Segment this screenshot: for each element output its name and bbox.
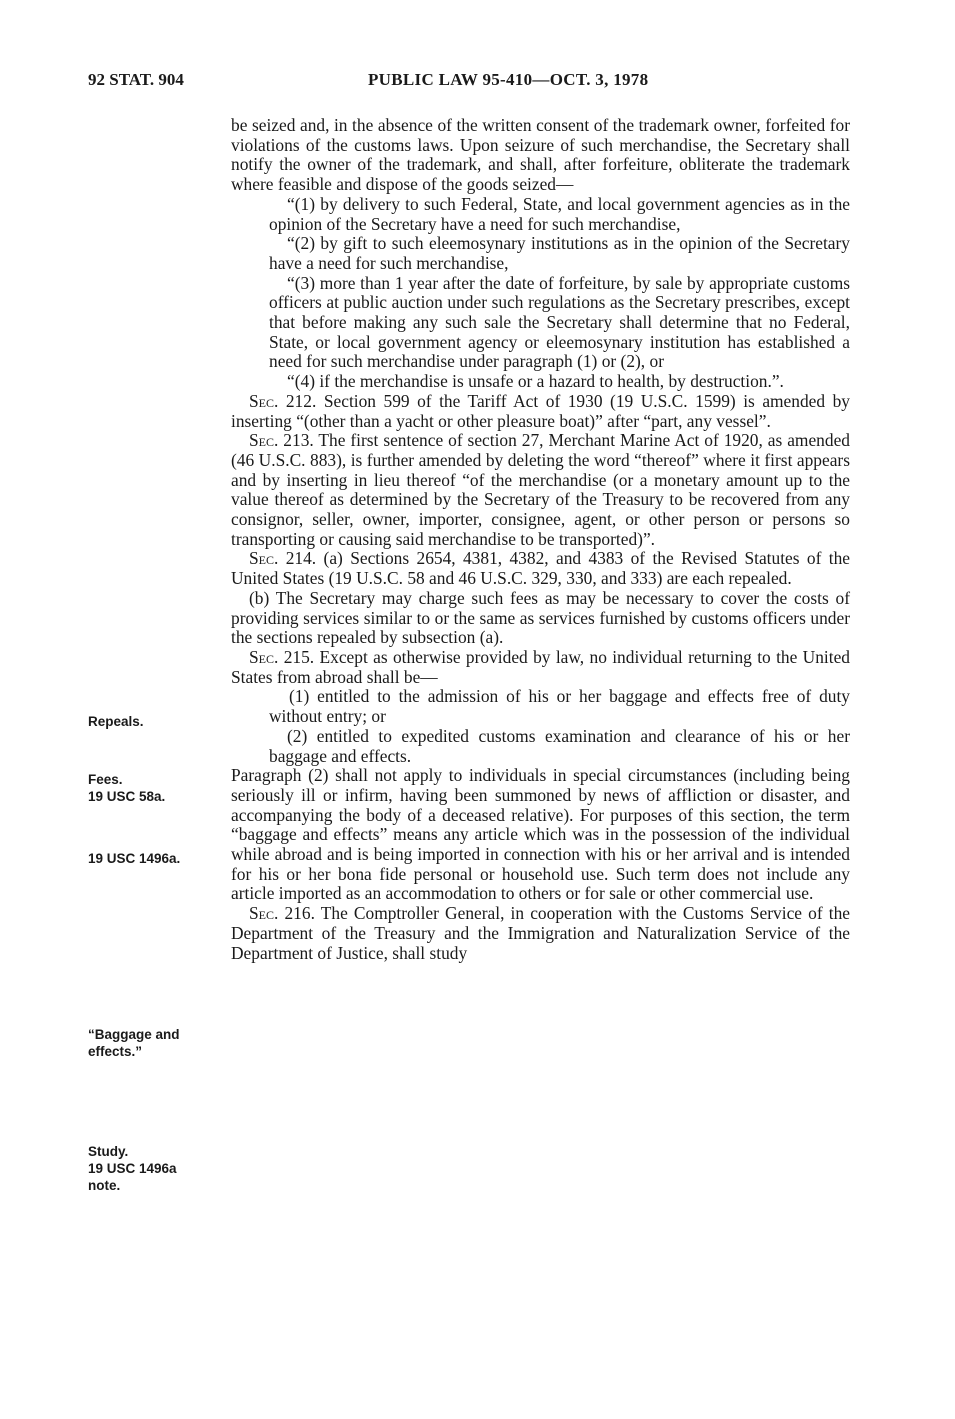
section-214b: (b) The Secretary may charge such fees as may be necessary to cover the costs of providing services similar to or the same as services furnished by customs officers under the sections repealed by subsection (a). (231, 587, 850, 648)
fees-citation: 19 USC 58a. (88, 789, 166, 804)
study-label: Study. (88, 1144, 129, 1159)
section-215 (231, 648, 850, 687)
item-4: “(4) if the merchandise is unsafe or a hazard to health, by destruction.”. (287, 371, 784, 392)
section-215-paragraph: Paragraph (2) shall not apply to individuals in special circumstances (including being seriously ill or infirm, having been summoned by news of affliction or disaster, and accompanying the body of a deceased relative). For purposes of this section, the term “baggage and effects” means any article which was in the possession of the individual while abroad and is being imported in connection with his or her arrival and is intended for his or her bona fide personal or household use. Such term does not include any article imported as an accommodation to others or for sale or other commercial use. (231, 765, 850, 904)
section-215-item-2: (2) entitled to expedited customs examination and clearance of his or her baggage and effects. (269, 725, 850, 766)
section-216-label: Sec. 216. (249, 903, 315, 924)
study-citation: 19 USC 1496a (88, 1161, 177, 1176)
baggage-term-line1: “Baggage and (88, 1027, 180, 1042)
section-214a (231, 549, 850, 588)
public-law-title: PUBLIC LAW 95-410—OCT. 3, 1978 (368, 70, 649, 89)
paragraph-seizure: be seized and, in the absence of the written consent of the trademark owner, forfeited for violations of the customs laws. Upon seizure of such merchandise, the Secretary shall notify the owner of the trademark, and shall, after forfeiture, obliterate the trademark where feasible and dispose of the goods seized— (231, 115, 850, 195)
section-213-label: Sec. 213. (249, 430, 314, 451)
baggage-term-line2: effects.” (88, 1044, 143, 1059)
margin-note-repeals (88, 713, 144, 730)
stat-page-number: 92 STAT. 904 (88, 70, 184, 89)
margin-note-study (88, 1143, 177, 1194)
margin-note-fees (88, 771, 165, 805)
section-214a-text: (a) Sections 2654, 4381, 4382, and 4383 of the Revised Statutes of the United States (19 U.S.C. 58 and 46 U.S.C. 329, 330, and 333) are each repealed. (231, 548, 850, 589)
page-header (88, 70, 858, 96)
item-3: “(3) more than 1 year after the date of forfeiture, by sale by appropriate customs officers at public auction under such regulations as the Secretary prescribes, except that before making any such sale the Secretary shall determine that no Federal, State, or local government agency or eleemosynary institution has established a need for such merchandise under paragraph (1) or (2), or (269, 272, 850, 372)
repeals-label: Repeals. (88, 714, 144, 729)
study-note: note. (88, 1178, 121, 1193)
section-215-label: Sec. 215. (249, 646, 315, 667)
item-2: “(2) by gift to such eleemosynary institutions as in the opinion of the Secretary have a need for such merchandise, (269, 233, 850, 273)
fees-label: Fees. (88, 772, 123, 787)
section-216-text: The Comptroller General, in cooperation with the Customs Service of the Department of the Treasury and the Immigration and Naturalization Service of the Department of Justice, shall study (231, 903, 850, 963)
usc-1496a-citation: 19 USC 1496a. (88, 851, 181, 866)
statute-body (231, 116, 850, 963)
item-1: “(1) by delivery to such Federal, State, and local government agencies as in the opinion of the Secretary have a need for such merchandise, (269, 193, 850, 234)
margin-note-1496a (88, 850, 180, 867)
section-213-text: The first sentence of section 27, Merchant Marine Act of 1920, as amended (46 U.S.C. 883), is further amended by deleting the word “thereof” where it first appears and by inserting in lieu thereof “of the merchandise (or a monetary amount up to the value thereof as determined by the Secretary of the Treasury to be recovered from any consignor, seller, owner, importer, consignee, agent, or other person or persons so transporting or causing said merchandise to be transported)”. (231, 430, 850, 549)
section-212 (231, 392, 850, 431)
section-212-text: Section 599 of the Tariff Act of 1930 (19 U.S.C. 1599) is amended by inserting “(other than a yacht or other pleasure boat)” after “part, any vessel”. (231, 390, 850, 431)
section-215-item-1: (1) entitled to the admission of his or her baggage and effects free of duty without entry; or (269, 686, 850, 727)
section-216 (231, 904, 850, 963)
section-212-label: Sec. 212. (249, 390, 317, 411)
section-214-label: Sec. 214. (249, 548, 317, 569)
section-213 (231, 431, 850, 549)
section-215-text: Except as otherwise provided by law, no individual returning to the United States from abroad shall be— (231, 646, 850, 687)
margin-note-baggage (88, 1026, 180, 1060)
